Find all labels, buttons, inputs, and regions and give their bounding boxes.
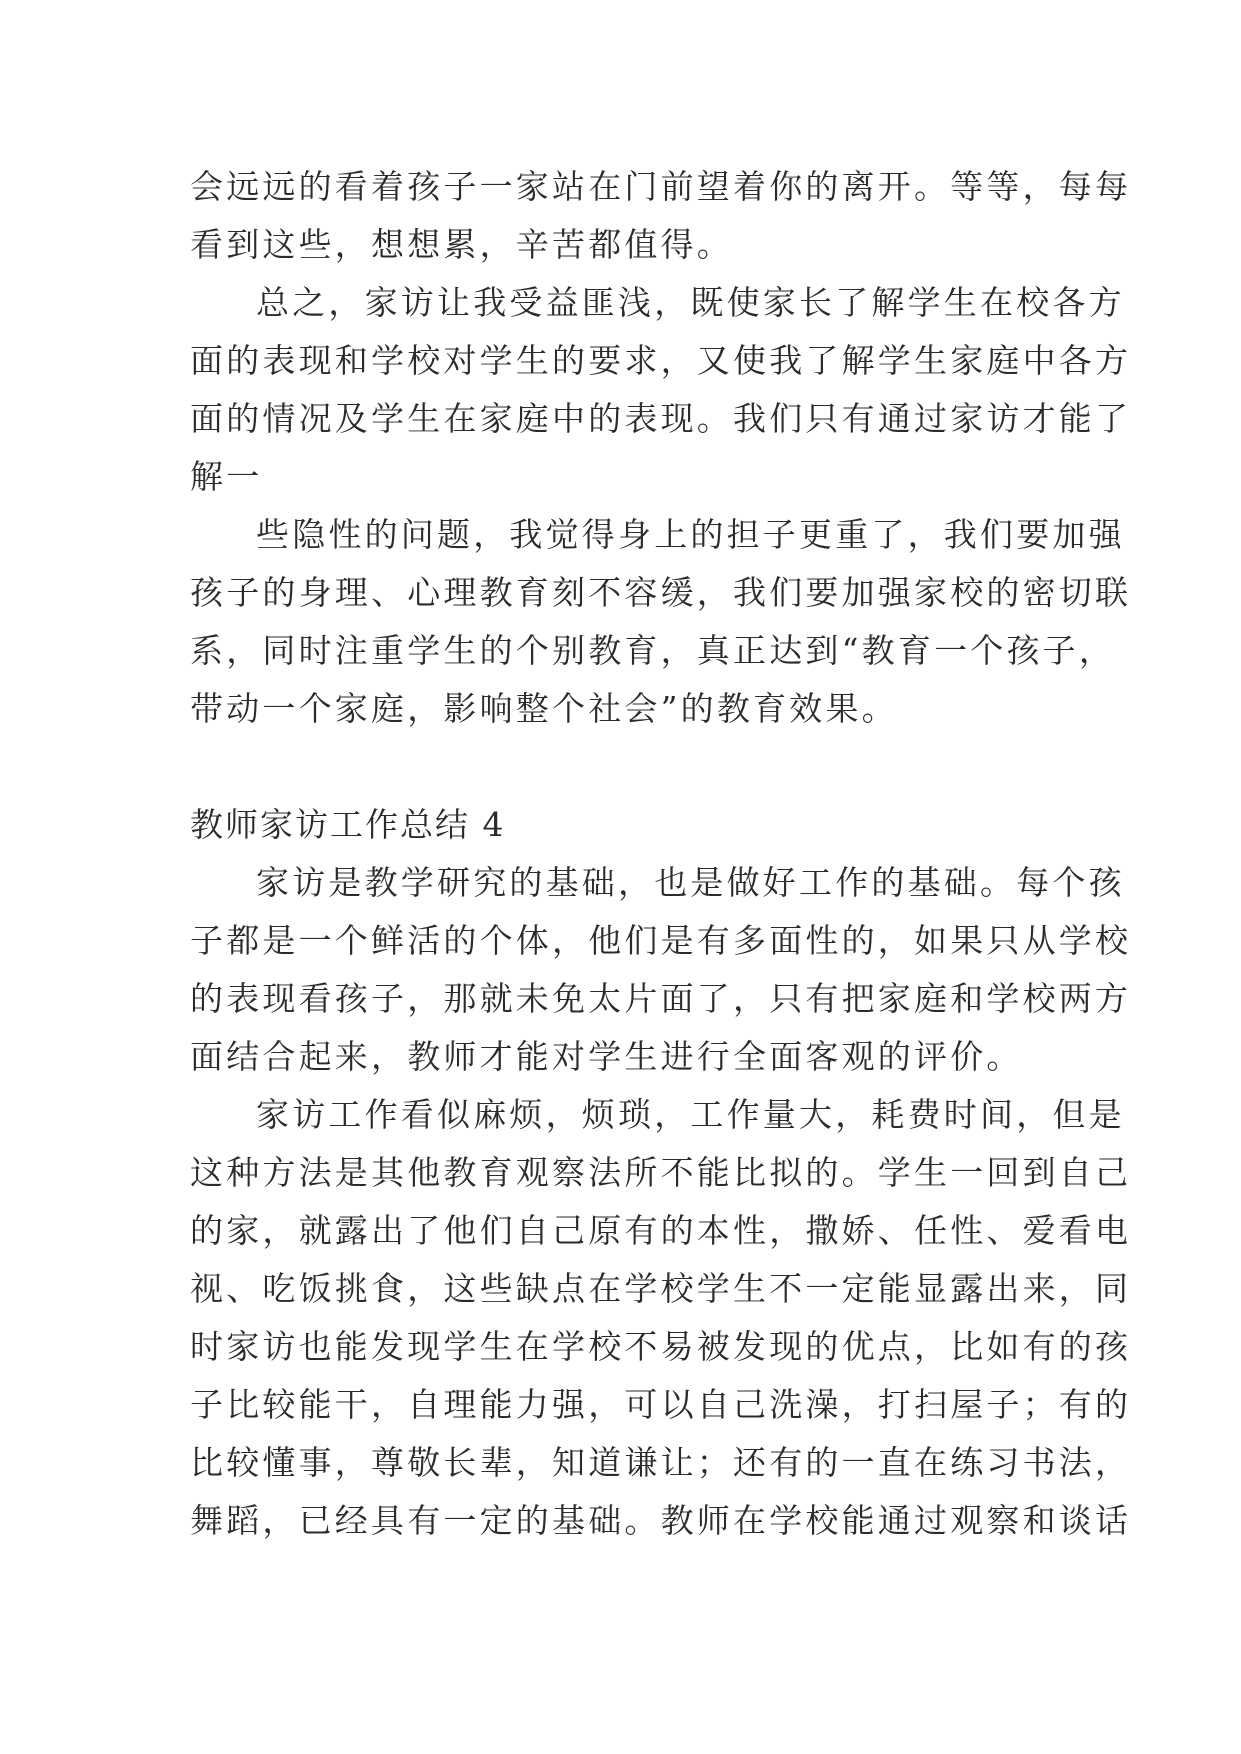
- paragraph-hidden-issues: [190, 506, 1132, 738]
- paragraph-foundation: [190, 854, 1132, 1086]
- text-line: 的家，就露出了他们自己原有的本性，撒娇、任性、爱看电: [190, 1211, 1132, 1250]
- text-line: 会远远的看着孩子一家站在门前望着你的离开。等等，每每: [190, 167, 1132, 206]
- text-line: 些隐性的问题，我觉得身上的担子更重了，我们要加强: [256, 515, 1125, 554]
- paragraph-method: [190, 1086, 1132, 1550]
- document-body: [190, 158, 1132, 1550]
- text-line: 孩子的身理、心理教育刻不容缓，我们要加强家校的密切联: [190, 573, 1132, 612]
- text-line: 看到这些，想想累，辛苦都值得。: [190, 225, 733, 264]
- text-line: 面的情况及学生在家庭中的表现。我们只有通过家访才能了: [190, 399, 1132, 438]
- text-line: 解一: [190, 457, 263, 496]
- text-line: 舞蹈，已经具有一定的基础。教师在学校能通过观察和谈话: [190, 1501, 1132, 1540]
- text-line: 子比较能干，自理能力强，可以自己洗澡，打扫屋子；有的: [190, 1385, 1132, 1424]
- text-line: 子都是一个鲜活的个体，他们是有多面性的，如果只从学校: [190, 921, 1132, 960]
- text-line: 面的表现和学校对学生的要求，又使我了解学生家庭中各方: [190, 341, 1132, 380]
- text-line: 的表现看孩子，那就未免太片面了，只有把家庭和学校两方: [190, 979, 1132, 1018]
- text-line: 总之，家访让我受益匪浅，既使家长了解学生在校各方: [256, 283, 1125, 322]
- text-line: 家访是教学研究的基础，也是做好工作的基础。每个孩: [256, 863, 1125, 902]
- text-line: 视、吃饭挑食，这些缺点在学校学生不一定能显露出来，同: [190, 1269, 1132, 1308]
- text-line: 比较懂事，尊敬长辈，知道谦让；还有的一直在练习书法，: [190, 1443, 1132, 1482]
- text-line: 这种方法是其他教育观察法所不能比拟的。学生一回到自己: [190, 1153, 1132, 1192]
- section-heading: 教师家访工作总结 4: [190, 805, 506, 844]
- section-spacer: [190, 738, 1070, 796]
- paragraph-continuation: [190, 158, 1132, 274]
- text-line: 系，同时注重学生的个别教育，真正达到“教育一个孩子，: [190, 631, 1116, 670]
- text-line: 面结合起来，教师才能对学生进行全面客观的评价。: [190, 1037, 1023, 1076]
- text-line: 家访工作看似麻烦，烦琐，工作量大，耗费时间，但是: [256, 1095, 1125, 1134]
- text-line: 时家访也能发现学生在学校不易被发现的优点，比如有的孩: [190, 1327, 1132, 1366]
- text-line: 带动一个家庭，影响整个社会”的教育效果。: [190, 689, 898, 728]
- paragraph-summary: [190, 274, 1132, 506]
